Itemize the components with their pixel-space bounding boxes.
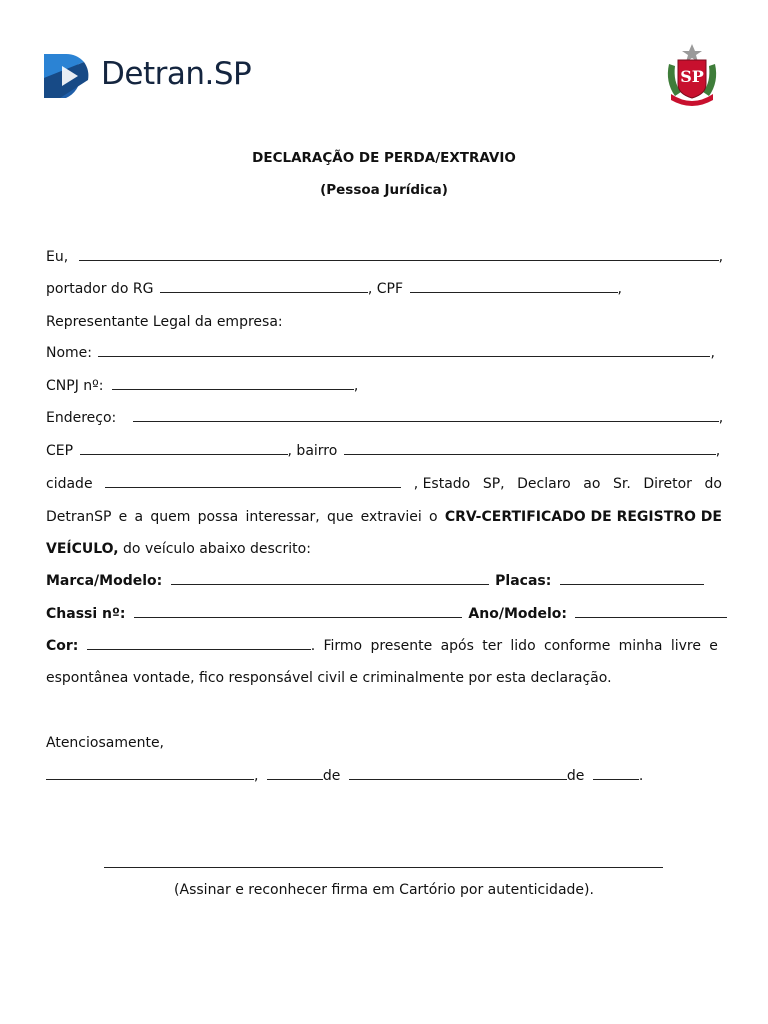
period: . [638, 768, 644, 784]
text-word: . [310, 638, 316, 654]
field-mes[interactable] [349, 765, 567, 780]
text-word: minha [618, 638, 663, 654]
label-de: de [566, 768, 585, 784]
text-word: conforme [543, 638, 611, 654]
comma: , [617, 281, 622, 297]
line-chassi-ano [46, 603, 722, 625]
text-word: presente [370, 638, 433, 654]
veiculo-text: do veículo abaixo descrito: [118, 541, 311, 557]
text-word: livre [670, 638, 701, 654]
text-word: após [440, 638, 474, 654]
text-word: lido [510, 638, 536, 654]
page-subtitle: (Pessoa Jurídica) [320, 182, 448, 198]
label-bairro: , bairro [287, 443, 338, 459]
crv-title: CRV-CERTIFICADO DE REGISTRO DE [444, 509, 722, 525]
label-cep: CEP [46, 443, 74, 459]
field-cep[interactable] [80, 440, 288, 455]
text-word: SP, [482, 476, 505, 492]
field-cidade[interactable] [105, 473, 401, 488]
line-date [46, 765, 722, 787]
field-marca-modelo[interactable] [171, 570, 489, 585]
text-word: Sr. [613, 476, 631, 492]
detran-logo-icon [44, 52, 92, 100]
field-bairro[interactable] [344, 440, 716, 455]
brand-name: Detran.SP [101, 56, 252, 92]
detran-logo [44, 52, 274, 102]
line-cidade [46, 473, 722, 495]
text-word: Firmo [323, 638, 363, 654]
line-cnpj [46, 375, 722, 397]
page-title: DECLARAÇÃO DE PERDA/EXTRAVIO [252, 150, 516, 166]
comma: , [353, 378, 359, 394]
text-word: ao [583, 476, 601, 492]
label-cnpj: CNPJ nº: [46, 378, 104, 394]
signature-note: (Assinar e reconhecer firma em Cartório por autenticidade). [174, 882, 594, 898]
label-chassi: Chassi nº: [46, 606, 126, 622]
text-word: e [709, 638, 718, 654]
comma: , [718, 249, 724, 265]
field-ano[interactable] [593, 765, 639, 780]
comma: , [710, 345, 715, 361]
text-word: Diretor [643, 476, 692, 492]
seal-letters: SP [680, 67, 704, 86]
field-cpf[interactable] [410, 278, 618, 293]
label-cpf: , CPF [367, 281, 404, 297]
text-word: a [134, 509, 144, 525]
veiculo-bold: VEÍCULO, [46, 541, 119, 557]
label-eu: Eu, [46, 249, 69, 265]
label-placas: Placas: [495, 573, 552, 589]
label-cor: Cor: [46, 638, 79, 654]
field-endereco[interactable] [133, 407, 719, 422]
label-de: de [322, 768, 341, 784]
text-word: interessar, [245, 509, 320, 525]
line-rg-cpf [46, 278, 722, 300]
field-chassi[interactable] [134, 603, 462, 618]
signature-line[interactable] [104, 867, 663, 868]
text-word: DetranSP [46, 509, 112, 525]
line-detran [46, 506, 722, 528]
text-word: e [118, 509, 128, 525]
line-endereco [46, 407, 722, 429]
line-marca-placas [46, 570, 722, 592]
text-word: ter [482, 638, 503, 654]
label-nome: Nome: [46, 345, 93, 361]
field-cnpj[interactable] [112, 375, 354, 390]
field-name-declarant[interactable] [79, 246, 719, 261]
text-word: o [429, 509, 438, 525]
field-rg[interactable] [160, 278, 368, 293]
line-cor [46, 635, 718, 657]
text-word: , Estado [413, 476, 471, 492]
text-word: do [704, 476, 722, 492]
label-representante: Representante Legal da empresa: [46, 314, 283, 330]
line-cep-bairro [46, 440, 722, 462]
comma: , [254, 768, 259, 784]
field-placas[interactable] [560, 570, 704, 585]
text-word: que [327, 509, 354, 525]
line-veiculo [46, 538, 722, 560]
text-word: possa [197, 509, 239, 525]
label-endereco: Endereço: [46, 410, 117, 426]
field-ano-modelo[interactable] [575, 603, 727, 618]
line-nome [46, 342, 722, 364]
line-espontanea: espontânea vontade, fico responsável civil e criminalmente por esta declaração. [46, 670, 612, 686]
text-word: extraviei [360, 509, 422, 525]
text-word: Declaro [517, 476, 571, 492]
label-cidade: cidade [46, 476, 93, 492]
label-ano-modelo: Ano/Modelo: [468, 606, 568, 622]
comma: , [718, 410, 724, 426]
field-dia[interactable] [267, 765, 323, 780]
field-cor[interactable] [87, 635, 311, 650]
text-word: quem [150, 509, 191, 525]
label-rg: portador do RG [46, 281, 154, 297]
sao-paulo-seal-icon [661, 42, 723, 106]
label-atenciosamente: Atenciosamente, [46, 735, 165, 751]
line-eu [46, 246, 722, 268]
label-marca-modelo: Marca/Modelo: [46, 573, 163, 589]
comma: , [715, 443, 721, 459]
field-nome[interactable] [98, 342, 710, 357]
field-local[interactable] [46, 765, 254, 780]
